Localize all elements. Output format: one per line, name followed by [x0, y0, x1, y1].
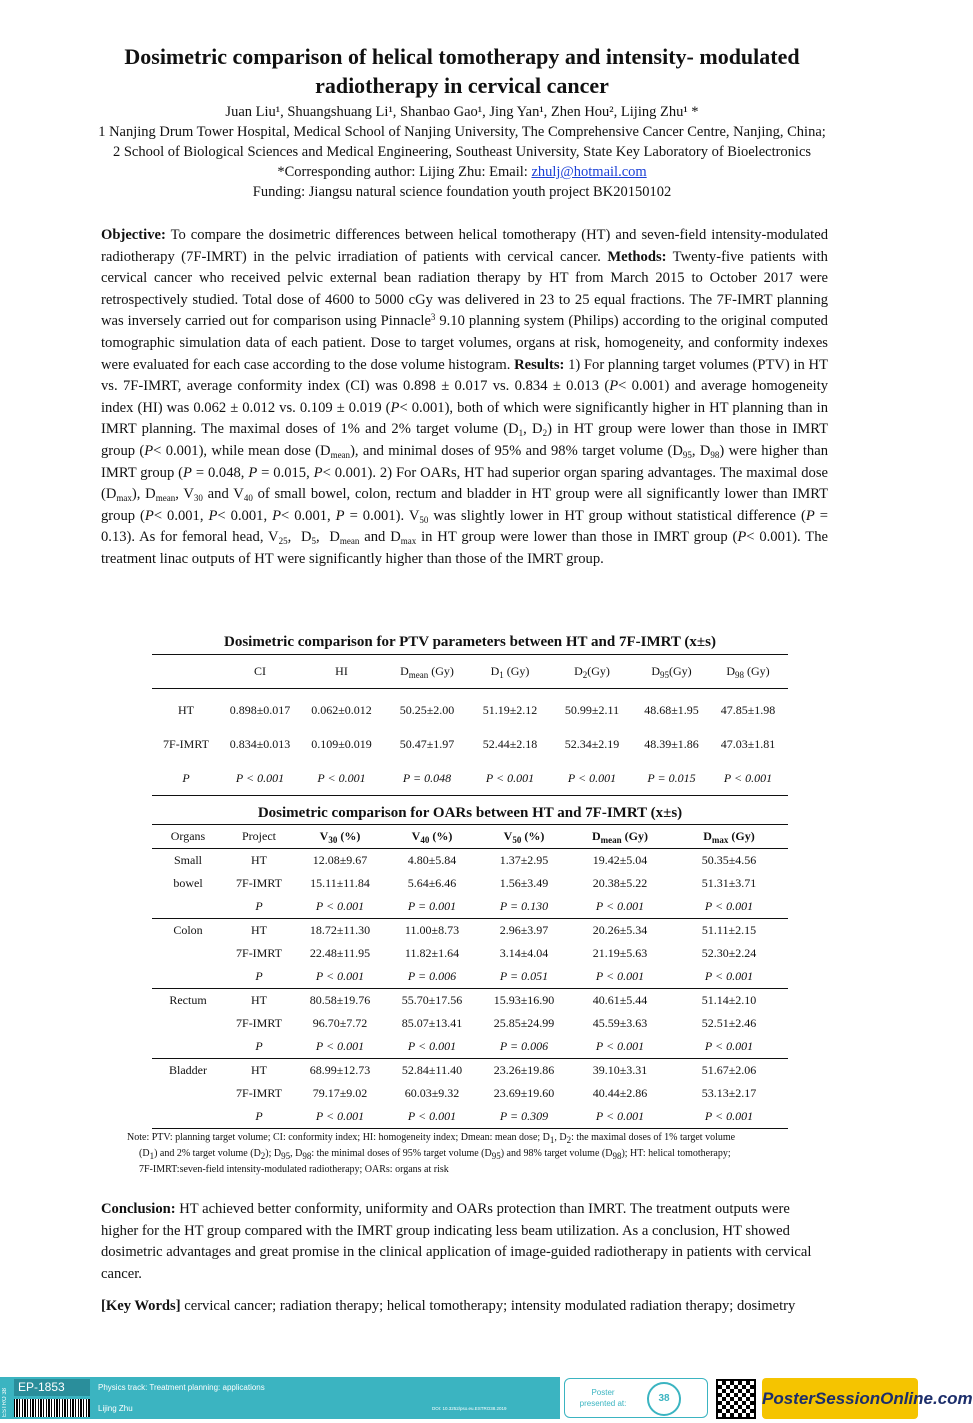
presented-at-label: Poster presented at:: [579, 1388, 627, 1408]
affiliation-2: 2 School of Biological Sciences and Medical Engineering, Southeast University, State Key Laboratory of Bioelectronics: [112, 144, 812, 160]
table2-caption: Dosimetric comparison for OARs between HT and 7F-IMRT (x±s): [257, 805, 683, 821]
table-row: P P < 0.001 P = 0.001 P = 0.130 P < 0.001 P < 0.001: [152, 895, 788, 919]
col-d98: $D_{98}$ (Gy): [708, 655, 788, 689]
conclusion-heading: Conclusion:: [101, 1201, 176, 1217]
table-row: P P < 0.001 P < 0.001 P = 0.048 P < 0.001 P < 0.001 P = 0.015 P < 0.001: [152, 761, 788, 796]
email-link[interactable]: zhulj@hotmail.com: [531, 164, 647, 180]
table-row: P P < 0.001 P = 0.006 P = 0.051 P < 0.001 P < 0.001: [152, 965, 788, 989]
affiliation-1: 1 Nanjing Drum Tower Hospital, Medical School of Nanjing University, The Comprehensive Cancer Centre, Nanjing, China;: [98, 124, 826, 140]
event-logo-icon: 38: [647, 1382, 681, 1416]
doi: DOI: 10.3252/pso.eu.ESTRO38.2019: [432, 1406, 507, 1411]
table-row: Colon HT 18.72±11.30 11.00±8.73 2.96±3.97 20.26±5.34 51.11±2.15: [173, 923, 757, 937]
col-d95: $D_{95}(Gy)$: [635, 655, 708, 689]
col-d1: $D_1$ (Gy): [471, 655, 549, 689]
conclusion-text: HT achieved better conformity, uniformity and OARs protection than IMRT. The treatment outputs were higher for the HT group compared with the IMRT group indicating less beam utilization. As a conclusion, HT showed dosimetric advantages and great promise in the clinical application of image-guided radiotherapy in patients with cervical cancer.: [101, 1201, 812, 1282]
col-dmean: $D_{mean}$ (Gy): [383, 655, 471, 689]
table-row: Bladder HT 68.99±12.73 52.84±11.40 23.26±19.86 39.10±3.31 51.67±2.06: [169, 1063, 757, 1077]
abstract: Objective: To compare the dosimetric differences between helical tomotherapy (HT) and seven-field intensity-modulated radiotherapy (7F-IMRT) in the pelvic irradiation of patients with cervical cancer. Methods: Twenty-five patients with cervical cancer who received pelvic external bean radiation therapy by HT from March 2015 to October 2017 were retrospectively studied. Total dose of 4600 to 5000 cGy was delivered in 23 to 25 equal fractions. The 7F-IMRT planning was inversely carried out for comparison using Pinnacle$^3$ 9.10 planning system (Philips) according to the original computed tomographic simulation data of each patient. Dose to target volumes, organs at risk, homogeneity, and conformity indexes were evaluated for each case according to the dose volume histogram. Results: 1) For planning target volumes (PTV) in HT vs. 7F-IMRT, average conformity index (CI) was 0.898 ± 0.017 vs. 0.834 ± 0.013 (P< 0.001) and average homogeneity index (HI) was 0.062 ± 0.012 vs. 0.109 ± 0.019 (P< 0.001), both of which were significantly higher in HT planning than in IMRT planning. The maximal doses of 1% and 2% target volume ($D_1$, $D_2$) in HT group were lower than those in IMRT group (P< 0.001), while mean dose $(D_{mean})$, and minimal doses of 95% and 98% target volume ($D_{95}$, $D_{98}$) were higher than IMRT group (P = 0.048, P = 0.015, P< 0.001). 2) For OARs, HT had superior organ sparing advantages. The maximal dose $(D_{max})$, $D_{mean}$, $V_{30}$ and $V_{40}$ of small bowel, colon, rectum and bladder in HT group were all significantly lower than IMRT group (P< 0.001, P< 0.001, P< 0.001, P = 0.001). $V_{50}$ was slightly lower in HT group without statistical difference (P = 0.13). As for femoral head, $V_{25}$, $D_5$, $D_{mean}$ and $D_{max}$ in HT group were lower than those in IMRT group (P< 0.001). The treatment linac outputs of HT were significantly higher than those of the IMRT group.: [101, 227, 829, 567]
footer-bar: [0, 1377, 560, 1419]
table-row: Small HT 12.08±9.67 4.80±5.84 1.37±2.95 19.42±5.04 50.35±4.56: [173, 853, 757, 867]
col-hi: HI: [300, 655, 383, 689]
table-row: HT 0.898±0.017 0.062±0.012 50.25±2.00 51.19±2.12 50.99±2.11 48.68±1.95 47.85±1.98: [178, 702, 776, 717]
keywords-text: cervical cancer; radiation therapy; helical tomotherapy; intensity modulated radiation therapy; dosimetry: [180, 1298, 796, 1314]
ptv-table: [152, 654, 788, 796]
qr-code-icon[interactable]: [716, 1379, 756, 1419]
corresponding-author: [20, 162, 904, 182]
keywords: [101, 1296, 828, 1318]
track-label: Physics track: Treatment planning: applications: [98, 1383, 265, 1392]
table-row: Rectum HT 80.58±19.76 55.70±17.56 15.93±16.90 40.61±5.44 51.14±2.10: [169, 993, 757, 1007]
brand-logo[interactable]: PosterSessionOnline.com: [762, 1378, 918, 1419]
table-row: bowel 7F-IMRT 15.11±11.84 5.64±6.46 1.56±3.49 20.38±5.22 51.31±3.71: [173, 876, 757, 890]
table-row: P P < 0.001 P < 0.001 P = 0.309 P < 0.001 P < 0.001: [152, 1105, 788, 1129]
col-ci: CI: [220, 655, 300, 689]
col-dmax: $D_{max}$ (Gy): [670, 825, 788, 849]
footer-author: Lijing Zhu: [98, 1404, 133, 1413]
footer: [0, 1377, 973, 1423]
table-row: 7F-IMRT 96.70±7.72 85.07±13.41 25.85±24.99 45.59±3.63 52.51±2.46: [236, 1016, 757, 1030]
corresponding-prefix: *Corresponding author: Lijing Zhu: Email:: [277, 164, 532, 180]
poster-title: Dosimetric comparison of helical tomotherapy and intensity- modulated radiotherapy in cervical cancer: [124, 44, 800, 98]
table-note: [127, 1130, 847, 1178]
table1-caption: Dosimetric comparison for PTV parameters between HT and 7F-IMRT (x±s): [224, 634, 716, 650]
col-v40: $V_{40}$ (%): [386, 825, 478, 849]
conclusion: [101, 1199, 828, 1285]
table-row: 7F-IMRT 0.834±0.013 0.109±0.019 50.47±1.97 52.44±2.18 52.34±2.19 48.39±1.86 47.03±1.81: [163, 736, 776, 751]
table-row: 7F-IMRT 79.17±9.02 60.03±9.32 23.69±19.60 40.44±2.86 53.13±2.17: [236, 1086, 757, 1100]
oar-table: [152, 824, 788, 1129]
table-row: P P < 0.001 P < 0.001 P = 0.006 P < 0.001 P < 0.001: [152, 1035, 788, 1059]
vertical-code: ESTRO 38: [2, 1387, 8, 1417]
keywords-heading: [Key Words]: [101, 1298, 181, 1314]
barcode-icon: [14, 1399, 90, 1417]
author-block: [20, 102, 904, 202]
funding: Funding: Jiangsu natural science foundation youth project BK20150102: [252, 184, 672, 200]
table-row: 7F-IMRT 22.48±11.95 11.82±1.64 3.14±4.04 21.19±5.63 52.30±2.24: [236, 946, 757, 960]
table-header-row: [152, 655, 788, 689]
poster-id: EP-1853: [14, 1379, 90, 1396]
note-line-1: Note: PTV: planning target volume; CI: conformity index; HI: homogeneity index; Dmean: mean dose; $D_1$, $D_2$: the maximal doses of 1% target volume: [127, 1132, 736, 1145]
col-v30: $V_{30}$ (%): [294, 825, 386, 849]
col-dmean: $D_{mean}$ (Gy): [570, 825, 670, 849]
note-line-2: $(D_1)$ and 2% target volume $(D_2)$; $D_{95}$, $D_{98}$: the minimal doses of 95% target volume $(D_{95})$ and 98% target volume $(D_{98})$; HT: helical tomotherapy;: [139, 1148, 731, 1161]
presented-at-badge: [564, 1378, 708, 1418]
note-line-3: 7F-IMRT:seven-field intensity-modulated radiotherapy; OARs: organs at risk: [139, 1164, 449, 1175]
table-header-row: Organs Project $V_{30}$ (%) $V_{40}$ (%) $V_{50}$ (%) $D_{mean}$ (Gy) $D_{max}$ (Gy): [152, 825, 788, 849]
author-list: Juan Liu¹, Shuangshuang Li¹, Shanbao Gao¹, Jing Yan¹, Zhen Hou², Lijing Zhu¹ *: [225, 104, 699, 120]
col-d2: $D_2(Gy)$: [549, 655, 635, 689]
col-v50: $V_{50}$ (%): [478, 825, 570, 849]
